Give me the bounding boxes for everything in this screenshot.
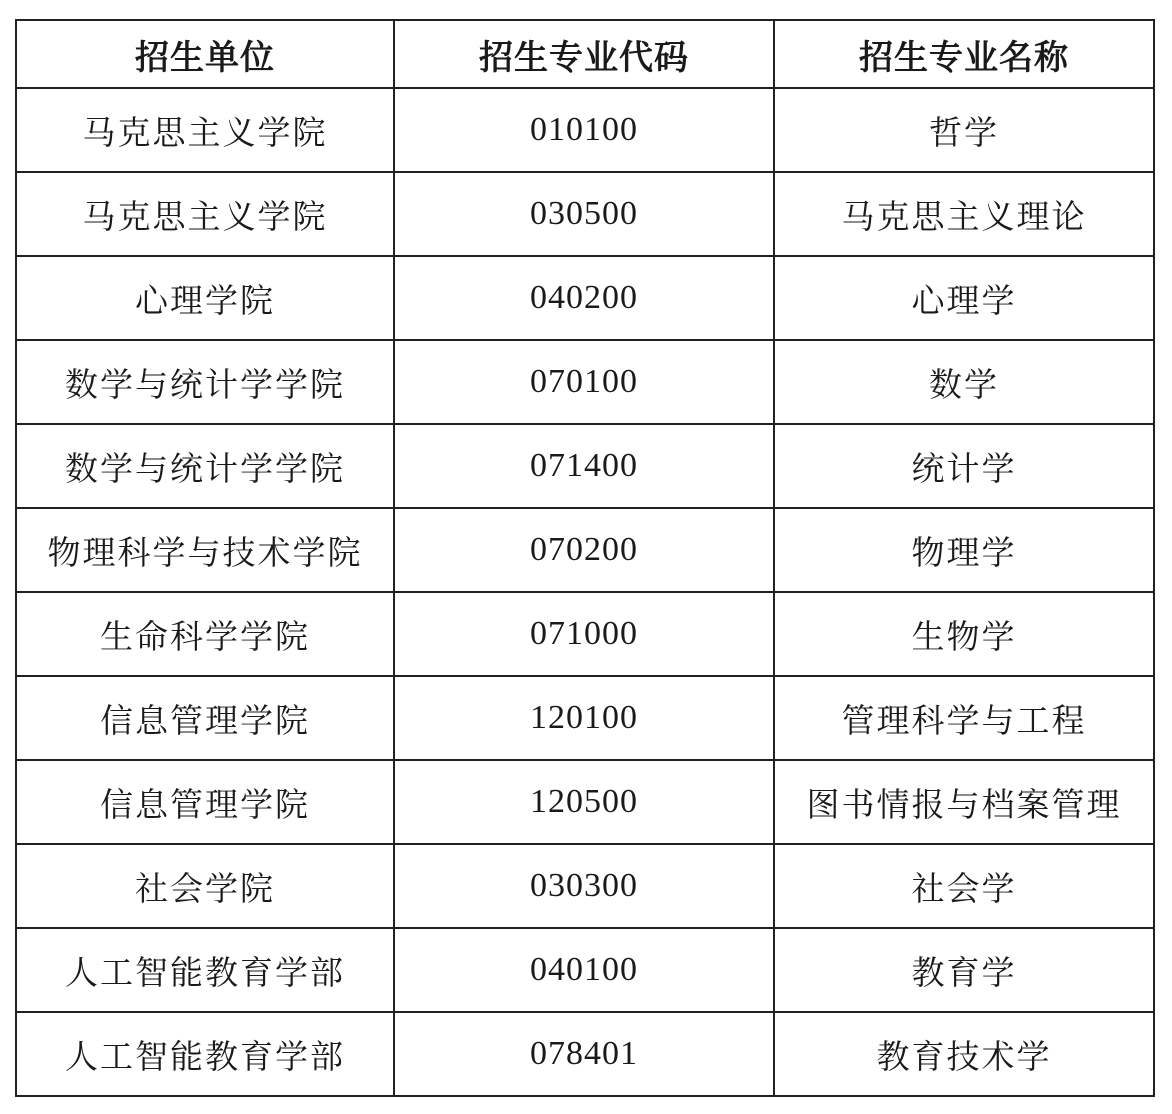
cell-major-name: 教育学	[774, 928, 1154, 1012]
table-row	[16, 508, 1154, 592]
cell-major-code: 120500	[394, 760, 774, 844]
table-row	[16, 256, 1154, 340]
header-major-name: 招生专业名称	[774, 20, 1154, 88]
cell-unit: 人工智能教育学部	[16, 928, 394, 1012]
admissions-table	[15, 19, 1155, 1097]
cell-major-code: 071000	[394, 592, 774, 676]
cell-major-code: 030500	[394, 172, 774, 256]
cell-major-code: 070200	[394, 508, 774, 592]
cell-major-name: 物理学	[774, 508, 1154, 592]
cell-major-code: 071400	[394, 424, 774, 508]
cell-unit: 信息管理学院	[16, 760, 394, 844]
cell-major-name: 生物学	[774, 592, 1154, 676]
table-row	[16, 340, 1154, 424]
cell-major-name: 马克思主义理论	[774, 172, 1154, 256]
cell-unit: 社会学院	[16, 844, 394, 928]
cell-major-name: 管理科学与工程	[774, 676, 1154, 760]
table-row	[16, 676, 1154, 760]
table-row	[16, 1012, 1154, 1096]
header-unit: 招生单位	[16, 20, 394, 88]
cell-major-code: 040200	[394, 256, 774, 340]
cell-unit: 人工智能教育学部	[16, 1012, 394, 1096]
cell-unit: 数学与统计学学院	[16, 424, 394, 508]
cell-unit: 马克思主义学院	[16, 172, 394, 256]
cell-major-code: 070100	[394, 340, 774, 424]
cell-major-name: 心理学	[774, 256, 1154, 340]
cell-unit: 数学与统计学学院	[16, 340, 394, 424]
cell-major-code: 120100	[394, 676, 774, 760]
cell-unit: 马克思主义学院	[16, 88, 394, 172]
header-major-code: 招生专业代码	[394, 20, 774, 88]
table-row	[16, 928, 1154, 1012]
cell-unit: 心理学院	[16, 256, 394, 340]
cell-unit: 生命科学学院	[16, 592, 394, 676]
cell-major-name: 图书情报与档案管理	[774, 760, 1154, 844]
cell-major-name: 数学	[774, 340, 1154, 424]
admissions-table-container	[15, 19, 1153, 1097]
table-row	[16, 172, 1154, 256]
cell-major-name: 哲学	[774, 88, 1154, 172]
table-row	[16, 592, 1154, 676]
table-row	[16, 424, 1154, 508]
cell-major-code: 040100	[394, 928, 774, 1012]
table-row	[16, 760, 1154, 844]
cell-major-name: 教育技术学	[774, 1012, 1154, 1096]
cell-major-code: 010100	[394, 88, 774, 172]
table-row	[16, 844, 1154, 928]
cell-unit: 物理科学与技术学院	[16, 508, 394, 592]
cell-unit: 信息管理学院	[16, 676, 394, 760]
table-header-row	[16, 20, 1154, 88]
table-row	[16, 88, 1154, 172]
cell-major-name: 社会学	[774, 844, 1154, 928]
cell-major-name: 统计学	[774, 424, 1154, 508]
cell-major-code: 078401	[394, 1012, 774, 1096]
cell-major-code: 030300	[394, 844, 774, 928]
